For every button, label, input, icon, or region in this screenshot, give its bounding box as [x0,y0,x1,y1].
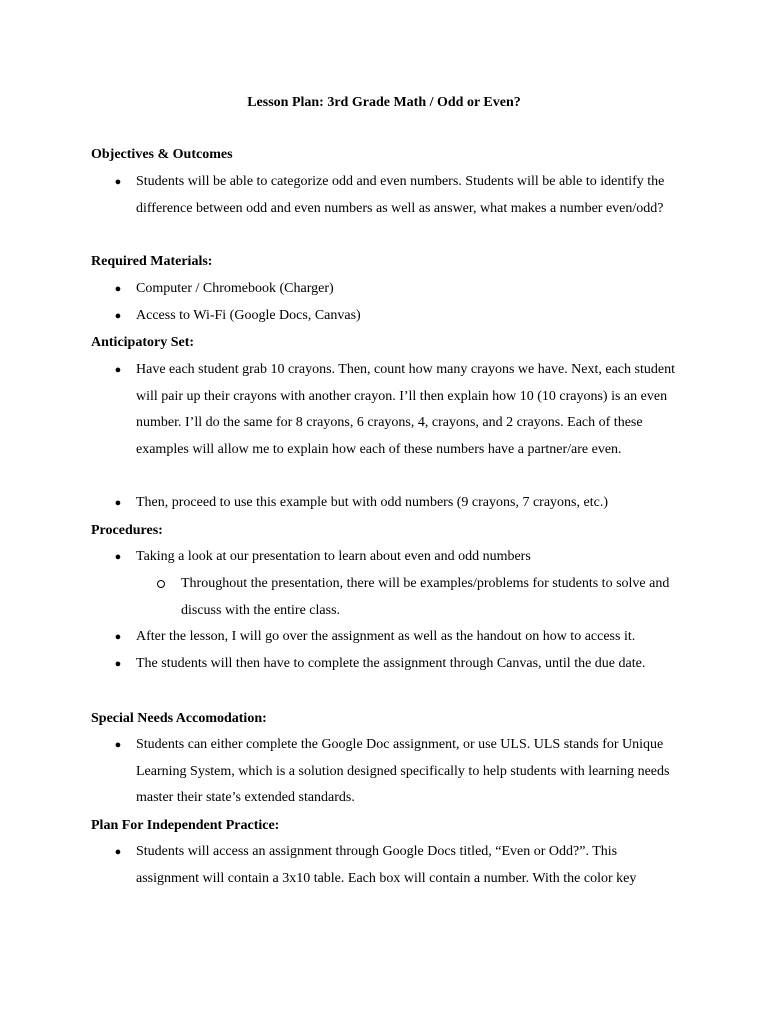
materials-item-2-text: Access to Wi-Fi (Google Docs, Canvas) [136,308,361,323]
bullet-icon: ● [114,310,122,322]
objectives-item-1 [114,169,681,222]
page-title: Lesson Plan: 3rd Grade Math / Odd or Even? [247,95,521,110]
bullet-icon: ● [114,739,122,751]
materials-heading: Required Materials: [91,254,213,269]
procedures-item-2 [114,624,681,651]
bullet-icon: ● [114,658,122,670]
bullet-icon: ● [114,631,122,643]
special-needs-item-1 [114,732,681,812]
materials-item-2 [114,303,681,330]
anticipatory-heading: Anticipatory Set: [91,335,195,350]
procedures-item-3-text: The students will then have to complete the assignment through Canvas, until the due date. [136,656,646,671]
procedures-heading: Procedures: [91,523,163,538]
anticipatory-item-2-text: Then, proceed to use this example but with odd numbers (9 crayons, 7 crayons, etc.) [136,495,608,510]
objectives-item-1-text: Students will be able to categorize odd and even numbers. Students will be able to identify the difference between odd and even numbers as well as answer, what makes a number even/odd? [136,174,665,216]
bullet-icon: ● [114,497,122,509]
bullet-icon: ● [114,551,122,563]
materials-item-1 [114,276,681,303]
procedures-subitem-1-text: Throughout the presentation, there will be examples/problems for students to solve and discuss with the entire class. [181,576,670,618]
hollow-bullet-icon [157,580,165,588]
bullet-icon: ● [114,846,122,858]
procedures-item-1 [114,544,681,571]
special-needs-item-1-text: Students can either complete the Google Doc assignment, or use ULS. ULS stands for Unique Learning System, which is a solution designed specifically to help students with learning needs master their state’s extended standards. [136,737,670,806]
procedures-subitem-1 [181,571,681,624]
bullet-icon: ● [114,176,122,188]
bullet-icon: ● [114,283,122,295]
procedures-item-3 [114,651,681,678]
bullet-icon: ● [114,364,122,376]
independent-practice-item-1 [114,839,681,892]
procedures-item-1-text: Taking a look at our presentation to learn about even and odd numbers [136,549,531,564]
special-needs-heading: Special Needs Accomodation: [91,711,267,726]
materials-item-1-text: Computer / Chromebook (Charger) [136,281,334,296]
anticipatory-item-1 [114,357,681,464]
independent-practice-item-1-text: Students will access an assignment through Google Docs titled, “Even or Odd?”. This assignment will contain a 3x10 table. Each box will contain a number. With the color key [136,844,637,886]
independent-practice-heading: Plan For Independent Practice: [91,818,280,833]
procedures-item-2-text: After the lesson, I will go over the assignment as well as the handout on how to access it. [136,629,636,644]
objectives-heading: Objectives & Outcomes [91,147,233,162]
anticipatory-item-2 [114,490,681,517]
anticipatory-item-1-text: Have each student grab 10 crayons. Then, count how many crayons we have. Next, each student will pair up their crayons with another crayon. I’ll then explain how 10 (10 crayons) is an even number. I’ll do the same for 8 crayons, 6 crayons, 4, crayons, and 2 crayons. Each of these examples will allow me to explain how each of these numbers have a partner/are even. [136,362,675,458]
